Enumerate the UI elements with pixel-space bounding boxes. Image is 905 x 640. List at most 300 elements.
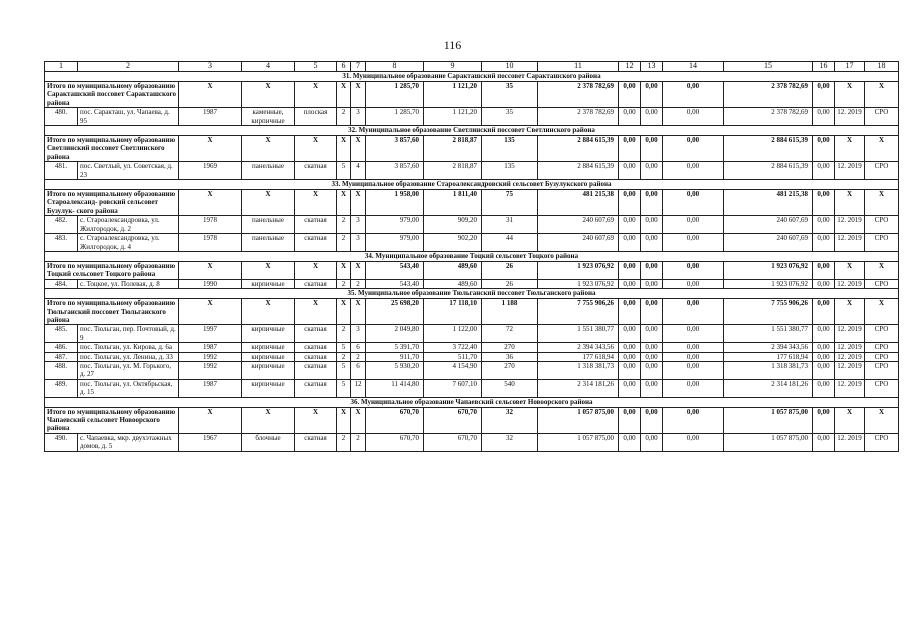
total-cell: X xyxy=(865,261,899,279)
row-cell-c14: 0,00 xyxy=(663,352,724,361)
row-number: 487. xyxy=(45,352,78,361)
row-cell-method: СРО xyxy=(865,379,899,397)
row-cell-date: 12. 2019 xyxy=(835,108,865,126)
row-cell-floors: 5 xyxy=(337,361,351,379)
section-title-row xyxy=(45,72,899,82)
total-cell: 1 057 875,00 xyxy=(724,407,813,433)
total-cell: 0,00 xyxy=(813,261,835,279)
row-cell-cost_total: 240 607,69 xyxy=(538,216,619,234)
total-cell: X xyxy=(179,136,242,162)
row-cell-residents: 35 xyxy=(482,108,538,126)
total-cell: X xyxy=(242,82,295,108)
row-cell-entrances: 6 xyxy=(351,361,366,379)
table-row xyxy=(45,108,899,126)
column-number: 2 xyxy=(78,62,179,72)
row-cell-year: 1978 xyxy=(179,216,242,234)
row-cell-c13: 0,00 xyxy=(641,108,663,126)
total-cell: X xyxy=(351,190,366,216)
row-cell-date: 12. 2019 xyxy=(835,216,865,234)
row-cell-method: СРО xyxy=(865,433,899,451)
table-row xyxy=(45,433,899,451)
row-cell-roof: скатная xyxy=(295,279,337,288)
row-cell-area_total: 911,70 xyxy=(366,352,424,361)
row-address: с. Тоцкое, ул. Полевая, д. 8 xyxy=(78,279,179,288)
row-cell-walls: кирпичные xyxy=(242,279,295,288)
row-cell-floors: 2 xyxy=(337,108,351,126)
row-cell-c13: 0,00 xyxy=(641,279,663,288)
total-cell: 0,00 xyxy=(813,299,835,325)
section-title-row xyxy=(45,251,899,261)
row-cell-method: СРО xyxy=(865,216,899,234)
row-cell-c16: 0,00 xyxy=(813,361,835,379)
row-cell-residents: 26 xyxy=(482,279,538,288)
row-cell-c15: 1 057 875,00 xyxy=(724,433,813,451)
total-cell: 1 958,00 xyxy=(366,190,424,216)
row-cell-c14: 0,00 xyxy=(663,343,724,352)
row-cell-area_living: 489,60 xyxy=(424,279,482,288)
row-address: с. Староалександровка, ул. Жилгородок, д. 2 xyxy=(78,216,179,234)
total-cell: X xyxy=(295,261,337,279)
row-cell-entrances: 3 xyxy=(351,216,366,234)
column-number: 9 xyxy=(424,62,482,72)
row-cell-year: 1969 xyxy=(179,162,242,180)
row-address: пос. Тюльган, ул. Октябрьская, д. 15 xyxy=(78,379,179,397)
row-cell-cost_total: 2 394 343,56 xyxy=(538,343,619,352)
row-cell-c12: 0,00 xyxy=(619,234,641,252)
total-cell: X xyxy=(179,299,242,325)
section-total-row xyxy=(45,407,899,433)
column-number: 10 xyxy=(482,62,538,72)
row-cell-area_total: 543,40 xyxy=(366,279,424,288)
row-cell-date: 12. 2019 xyxy=(835,343,865,352)
row-cell-walls: панельные xyxy=(242,216,295,234)
total-cell: 0,00 xyxy=(813,407,835,433)
total-cell: X xyxy=(337,407,351,433)
row-cell-residents: 540 xyxy=(482,379,538,397)
row-cell-entrances: 3 xyxy=(351,108,366,126)
row-cell-c13: 0,00 xyxy=(641,162,663,180)
table-row xyxy=(45,343,899,352)
column-number: 16 xyxy=(813,62,835,72)
row-cell-residents: 31 xyxy=(482,216,538,234)
row-cell-cost_total: 1 057 875,00 xyxy=(538,433,619,451)
row-cell-c12: 0,00 xyxy=(619,108,641,126)
row-cell-residents: 72 xyxy=(482,325,538,343)
total-cell: 1 057 875,00 xyxy=(538,407,619,433)
row-cell-roof: плоская xyxy=(295,108,337,126)
total-cell: X xyxy=(835,136,865,162)
row-cell-entrances: 3 xyxy=(351,234,366,252)
total-cell: 489,60 xyxy=(424,261,482,279)
total-cell: 2 378 782,69 xyxy=(724,82,813,108)
row-cell-residents: 36 xyxy=(482,352,538,361)
row-address: пос. Тюльган, пер. Почтовый, д. 9 xyxy=(78,325,179,343)
row-cell-roof: скатная xyxy=(295,343,337,352)
row-cell-year: 1987 xyxy=(179,379,242,397)
total-cell: 0,00 xyxy=(641,407,663,433)
total-cell: X xyxy=(337,261,351,279)
row-cell-roof: скатная xyxy=(295,361,337,379)
column-number: 15 xyxy=(724,62,813,72)
row-cell-c15: 2 314 181,26 xyxy=(724,379,813,397)
section-title: 36. Муниципальное образование Чапаевский сельсовет Новоорского района xyxy=(45,397,899,407)
row-cell-c16: 0,00 xyxy=(813,234,835,252)
total-cell: X xyxy=(835,407,865,433)
row-cell-walls: панельные xyxy=(242,234,295,252)
total-cell: X xyxy=(242,407,295,433)
total-cell: 17 118,10 xyxy=(424,299,482,325)
row-cell-c16: 0,00 xyxy=(813,343,835,352)
total-cell: 481 215,38 xyxy=(538,190,619,216)
total-cell: X xyxy=(351,299,366,325)
row-cell-c12: 0,00 xyxy=(619,216,641,234)
row-cell-c12: 0,00 xyxy=(619,279,641,288)
total-cell: 75 xyxy=(482,190,538,216)
row-cell-c16: 0,00 xyxy=(813,433,835,451)
row-cell-floors: 2 xyxy=(337,325,351,343)
section-total-row xyxy=(45,82,899,108)
row-cell-walls: каменные, кирпичные xyxy=(242,108,295,126)
row-cell-year: 1978 xyxy=(179,234,242,252)
row-cell-c13: 0,00 xyxy=(641,234,663,252)
row-cell-area_living: 1 122,00 xyxy=(424,325,482,343)
row-cell-date: 12. 2019 xyxy=(835,234,865,252)
total-cell: 0,00 xyxy=(663,190,724,216)
total-cell: X xyxy=(865,82,899,108)
total-label: Итого по муниципальному образованию Саракташский поссовет Саракташского района xyxy=(45,82,179,108)
row-cell-method: СРО xyxy=(865,234,899,252)
row-cell-year: 1997 xyxy=(179,325,242,343)
total-cell: 135 xyxy=(482,136,538,162)
row-number: 484. xyxy=(45,279,78,288)
total-cell: 1 285,70 xyxy=(366,82,424,108)
row-cell-method: СРО xyxy=(865,325,899,343)
row-cell-c15: 1 318 381,73 xyxy=(724,361,813,379)
row-cell-c15: 177 618,94 xyxy=(724,352,813,361)
total-cell: 0,00 xyxy=(619,82,641,108)
total-label: Итого по муниципальному образованию Тоцкий сельсовет Тоцкого района xyxy=(45,261,179,279)
total-cell: 2 884 615,39 xyxy=(724,136,813,162)
total-cell: 0,00 xyxy=(641,261,663,279)
table-row xyxy=(45,352,899,361)
total-cell: 0,00 xyxy=(641,190,663,216)
total-cell: X xyxy=(351,407,366,433)
row-cell-area_total: 1 285,70 xyxy=(366,108,424,126)
total-cell: 1 923 076,92 xyxy=(538,261,619,279)
total-cell: X xyxy=(865,407,899,433)
row-cell-c12: 0,00 xyxy=(619,162,641,180)
total-cell: 26 xyxy=(482,261,538,279)
row-cell-cost_total: 2 884 615,39 xyxy=(538,162,619,180)
row-cell-method: СРО xyxy=(865,162,899,180)
total-label: Итого по муниципальному образованию Тюльганский поссовет Тюльганского района xyxy=(45,299,179,325)
total-cell: X xyxy=(835,261,865,279)
total-cell: X xyxy=(337,299,351,325)
row-cell-area_living: 4 154,90 xyxy=(424,361,482,379)
row-cell-floors: 2 xyxy=(337,433,351,451)
row-cell-date: 12. 2019 xyxy=(835,379,865,397)
row-number: 482. xyxy=(45,216,78,234)
total-cell: X xyxy=(179,82,242,108)
section-title-row xyxy=(45,126,899,136)
total-cell: 0,00 xyxy=(663,407,724,433)
row-cell-roof: скатная xyxy=(295,234,337,252)
row-cell-floors: 5 xyxy=(337,379,351,397)
row-cell-floors: 5 xyxy=(337,343,351,352)
row-cell-c14: 0,00 xyxy=(663,379,724,397)
total-cell: 0,00 xyxy=(663,299,724,325)
total-cell: 0,00 xyxy=(641,136,663,162)
total-cell: X xyxy=(242,136,295,162)
total-cell: 670,70 xyxy=(366,407,424,433)
total-label: Итого по муниципальному образованию Светлинский поссовет Светлинского района xyxy=(45,136,179,162)
section-title: 31. Муниципальное образование Саракташский поссовет Саракташского района xyxy=(45,72,899,82)
total-label: Итого по муниципальному образованию Чапаевский сельсовет Новоорского района xyxy=(45,407,179,433)
total-cell: X xyxy=(179,261,242,279)
row-cell-walls: кирпичные xyxy=(242,325,295,343)
section-total-row xyxy=(45,299,899,325)
row-cell-cost_total: 177 618,94 xyxy=(538,352,619,361)
row-cell-roof: скатная xyxy=(295,162,337,180)
row-cell-c16: 0,00 xyxy=(813,108,835,126)
row-cell-area_living: 7 607,10 xyxy=(424,379,482,397)
column-number: 14 xyxy=(663,62,724,72)
row-cell-c14: 0,00 xyxy=(663,279,724,288)
row-address: пос. Саракташ, ул. Чапаева, д. 95 xyxy=(78,108,179,126)
row-address: пос. Светлый, ул. Советская, д. 23 xyxy=(78,162,179,180)
column-number-row xyxy=(45,62,899,72)
row-cell-area_living: 2 818,87 xyxy=(424,162,482,180)
row-cell-floors: 2 xyxy=(337,352,351,361)
total-cell: 0,00 xyxy=(663,136,724,162)
row-cell-c16: 0,00 xyxy=(813,352,835,361)
total-cell: X xyxy=(351,82,366,108)
row-cell-c14: 0,00 xyxy=(663,234,724,252)
total-cell: 7 755 906,26 xyxy=(538,299,619,325)
total-cell: 0,00 xyxy=(619,407,641,433)
row-cell-roof: скатная xyxy=(295,352,337,361)
row-cell-roof: скатная xyxy=(295,325,337,343)
row-address: с. Чапаевка, мкр. двухэтажных домов, д. 5 xyxy=(78,433,179,451)
row-cell-c15: 2 884 615,39 xyxy=(724,162,813,180)
row-cell-date: 12. 2019 xyxy=(835,279,865,288)
row-cell-c13: 0,00 xyxy=(641,433,663,451)
row-address: пос. Тюльган, ул. Кирова, д. 6а xyxy=(78,343,179,352)
section-title-row xyxy=(45,180,899,190)
row-cell-area_total: 979,00 xyxy=(366,216,424,234)
row-cell-cost_total: 1 551 380,77 xyxy=(538,325,619,343)
column-number: 17 xyxy=(835,62,865,72)
row-cell-walls: панельные xyxy=(242,162,295,180)
row-address: с. Староалександровка, ул. Жилгородок, д. 4 xyxy=(78,234,179,252)
row-cell-year: 1967 xyxy=(179,433,242,451)
total-cell: 0,00 xyxy=(813,82,835,108)
row-cell-residents: 135 xyxy=(482,162,538,180)
total-cell: X xyxy=(865,299,899,325)
total-cell: 2 378 782,69 xyxy=(538,82,619,108)
row-number: 481. xyxy=(45,162,78,180)
table-row xyxy=(45,162,899,180)
row-cell-entrances: 4 xyxy=(351,162,366,180)
row-cell-area_living: 1 121,20 xyxy=(424,108,482,126)
row-cell-walls: блочные xyxy=(242,433,295,451)
row-cell-year: 1990 xyxy=(179,279,242,288)
row-number: 486. xyxy=(45,343,78,352)
total-cell: X xyxy=(865,190,899,216)
row-cell-c16: 0,00 xyxy=(813,216,835,234)
row-cell-area_living: 902,20 xyxy=(424,234,482,252)
row-cell-roof: скатная xyxy=(295,216,337,234)
total-cell: 0,00 xyxy=(813,136,835,162)
total-cell: 0,00 xyxy=(663,261,724,279)
row-cell-walls: кирпичные xyxy=(242,361,295,379)
section-total-row xyxy=(45,136,899,162)
column-number: 11 xyxy=(538,62,619,72)
row-cell-year: 1987 xyxy=(179,343,242,352)
column-number: 12 xyxy=(619,62,641,72)
row-cell-date: 12. 2019 xyxy=(835,325,865,343)
row-cell-c16: 0,00 xyxy=(813,379,835,397)
total-cell: X xyxy=(337,82,351,108)
total-cell: X xyxy=(295,407,337,433)
total-cell: X xyxy=(835,82,865,108)
total-cell: X xyxy=(295,299,337,325)
total-cell: 1 923 076,92 xyxy=(724,261,813,279)
total-cell: 7 755 906,26 xyxy=(724,299,813,325)
row-number: 489. xyxy=(45,379,78,397)
row-cell-year: 1987 xyxy=(179,108,242,126)
total-cell: X xyxy=(295,82,337,108)
total-cell: 0,00 xyxy=(619,261,641,279)
row-cell-c14: 0,00 xyxy=(663,325,724,343)
row-cell-c14: 0,00 xyxy=(663,162,724,180)
row-cell-cost_total: 240 607,69 xyxy=(538,234,619,252)
row-address: пос. Тюльган, ул. М. Горького, д. 27 xyxy=(78,361,179,379)
table-row xyxy=(45,234,899,252)
total-label: Итого по муниципальному образованию Староалександ- ровский сельсовет Бузулук- ского района xyxy=(45,190,179,216)
section-title-row xyxy=(45,289,899,299)
row-cell-method: СРО xyxy=(865,108,899,126)
row-cell-c13: 0,00 xyxy=(641,361,663,379)
row-cell-roof: скатная xyxy=(295,433,337,451)
page-number: 116 xyxy=(443,38,462,52)
row-cell-floors: 2 xyxy=(337,216,351,234)
row-cell-residents: 270 xyxy=(482,343,538,352)
row-cell-c13: 0,00 xyxy=(641,343,663,352)
row-cell-walls: кирпичные xyxy=(242,352,295,361)
row-cell-c15: 2 394 343,56 xyxy=(724,343,813,352)
row-cell-area_total: 670,70 xyxy=(366,433,424,451)
table-row xyxy=(45,325,899,343)
row-number: 483. xyxy=(45,234,78,252)
section-title-row xyxy=(45,397,899,407)
total-cell: 481 215,38 xyxy=(724,190,813,216)
row-cell-c16: 0,00 xyxy=(813,279,835,288)
row-cell-c15: 1 923 076,92 xyxy=(724,279,813,288)
row-cell-residents: 270 xyxy=(482,361,538,379)
total-cell: 32 xyxy=(482,407,538,433)
column-number: 13 xyxy=(641,62,663,72)
total-cell: 0,00 xyxy=(663,82,724,108)
row-cell-entrances: 6 xyxy=(351,343,366,352)
total-cell: X xyxy=(242,261,295,279)
row-cell-c12: 0,00 xyxy=(619,343,641,352)
table-row xyxy=(45,361,899,379)
total-cell: 0,00 xyxy=(619,136,641,162)
row-cell-area_total: 979,00 xyxy=(366,234,424,252)
row-number: 480. xyxy=(45,108,78,126)
total-cell: X xyxy=(351,261,366,279)
total-cell: X xyxy=(295,136,337,162)
total-cell: 0,00 xyxy=(619,190,641,216)
row-cell-floors: 2 xyxy=(337,234,351,252)
total-cell: 670,70 xyxy=(424,407,482,433)
row-cell-c15: 240 607,69 xyxy=(724,234,813,252)
row-cell-cost_total: 1 923 076,92 xyxy=(538,279,619,288)
row-cell-area_living: 670,70 xyxy=(424,433,482,451)
row-cell-c12: 0,00 xyxy=(619,361,641,379)
row-cell-entrances: 12 xyxy=(351,379,366,397)
row-cell-entrances: 3 xyxy=(351,325,366,343)
row-cell-method: СРО xyxy=(865,352,899,361)
row-cell-walls: кирпичные xyxy=(242,379,295,397)
row-cell-c15: 240 607,69 xyxy=(724,216,813,234)
row-cell-c13: 0,00 xyxy=(641,325,663,343)
row-cell-date: 12. 2019 xyxy=(835,162,865,180)
row-cell-area_living: 3 722,40 xyxy=(424,343,482,352)
row-cell-area_total: 2 049,80 xyxy=(366,325,424,343)
section-title: 35. Муниципальное образование Тюльганский поссовет Тюльганского района xyxy=(45,289,899,299)
row-cell-area_total: 3 857,60 xyxy=(366,162,424,180)
total-cell: 543,40 xyxy=(366,261,424,279)
column-number: 7 xyxy=(351,62,366,72)
row-cell-method: СРО xyxy=(865,279,899,288)
row-cell-area_total: 5 930,20 xyxy=(366,361,424,379)
row-cell-c12: 0,00 xyxy=(619,352,641,361)
row-cell-year: 1992 xyxy=(179,361,242,379)
column-number: 3 xyxy=(179,62,242,72)
row-cell-c13: 0,00 xyxy=(641,379,663,397)
total-cell: X xyxy=(835,190,865,216)
row-cell-c14: 0,00 xyxy=(663,361,724,379)
row-cell-c14: 0,00 xyxy=(663,216,724,234)
total-cell: X xyxy=(295,190,337,216)
row-cell-entrances: 2 xyxy=(351,279,366,288)
column-number: 8 xyxy=(366,62,424,72)
row-cell-year: 1992 xyxy=(179,352,242,361)
row-address: пос. Тюльган, ул. Ленина, д. 33 xyxy=(78,352,179,361)
row-cell-cost_total: 1 318 381,73 xyxy=(538,361,619,379)
row-cell-floors: 2 xyxy=(337,279,351,288)
total-cell: X xyxy=(337,136,351,162)
row-cell-walls: кирпичные xyxy=(242,343,295,352)
column-number: 4 xyxy=(242,62,295,72)
total-cell: X xyxy=(242,190,295,216)
column-number: 5 xyxy=(295,62,337,72)
row-cell-residents: 32 xyxy=(482,433,538,451)
table-row xyxy=(45,216,899,234)
row-cell-c16: 0,00 xyxy=(813,162,835,180)
total-cell: 35 xyxy=(482,82,538,108)
section-total-row xyxy=(45,190,899,216)
row-cell-date: 12. 2019 xyxy=(835,352,865,361)
row-number: 490. xyxy=(45,433,78,451)
row-cell-cost_total: 2 378 782,69 xyxy=(538,108,619,126)
row-cell-entrances: 2 xyxy=(351,433,366,451)
total-cell: 3 857,60 xyxy=(366,136,424,162)
total-cell: 0,00 xyxy=(641,82,663,108)
row-cell-c12: 0,00 xyxy=(619,433,641,451)
